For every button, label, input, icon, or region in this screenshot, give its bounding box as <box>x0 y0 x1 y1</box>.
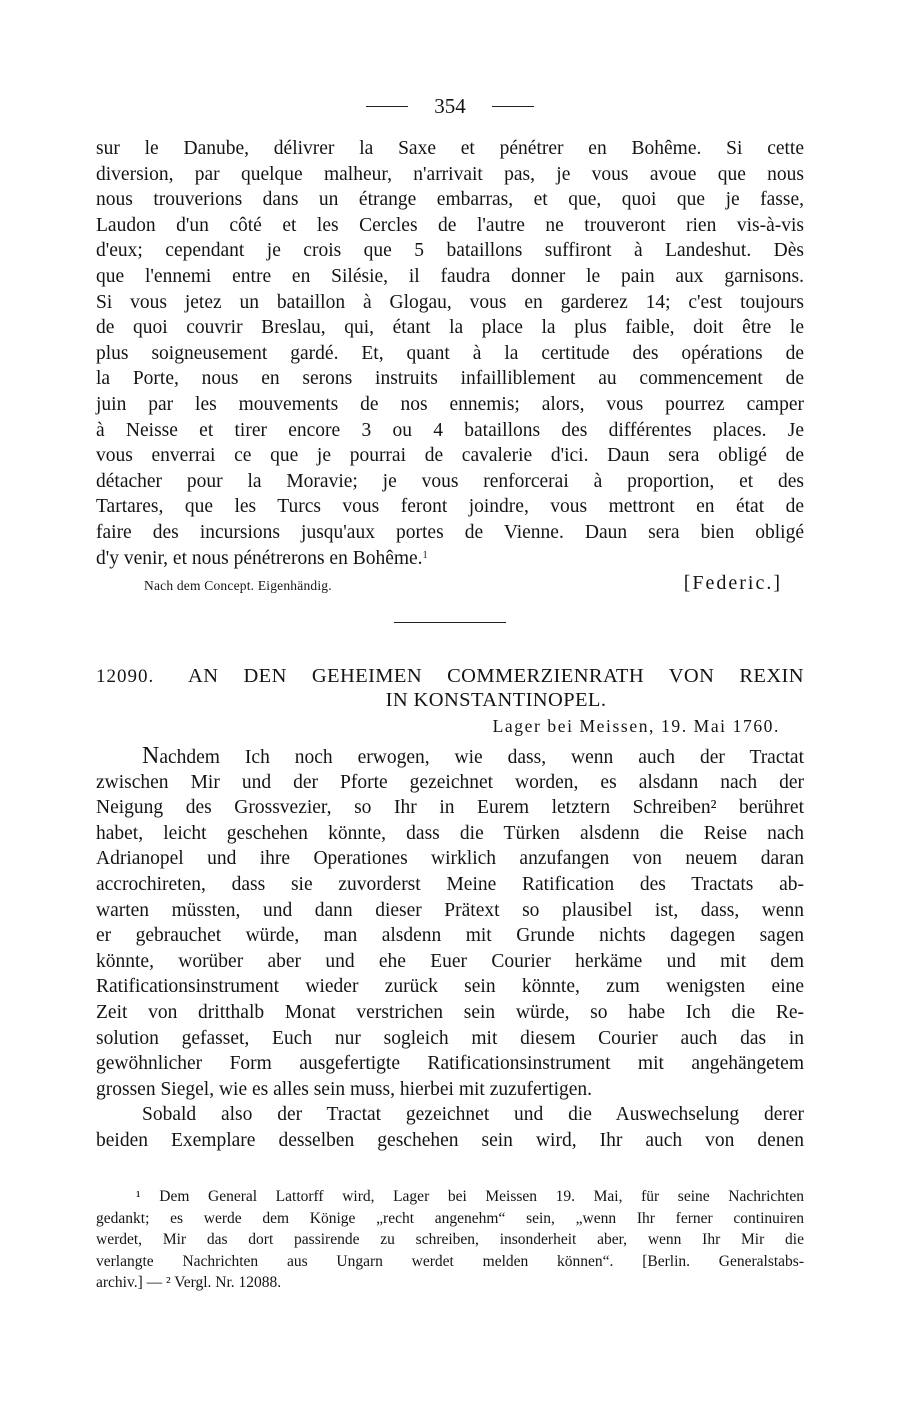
footnote-line: archiv.] — ² Vergl. Nr. 12088. <box>96 1274 282 1291</box>
footnotes <box>96 1186 804 1294</box>
footnote-marker: 1 <box>422 549 428 561</box>
source-signature-row <box>96 572 804 600</box>
letter-number: 12090. <box>96 666 155 687</box>
letter-title-line: AN DEN GEHEIMEN COMMERZIENRATH VON REXIN <box>188 665 804 687</box>
text-line: plus soigneusement gardé. Et, quant à la certitude des opérations de <box>96 342 804 364</box>
text-line: juin par les mouvements de nos ennemis; alors, vous pourrez camper <box>96 393 804 415</box>
text-line: Sobald also der Tractat gezeichnet und die Auswechselung derer <box>142 1104 804 1126</box>
text-line: Neigung des Grossvezier, so Ihr in Eurem letztern Schreiben² berühret <box>96 797 804 819</box>
text-line: détacher pour la Moravie; je vous renforcerai à proportion, et des <box>96 470 804 492</box>
text-line: d'eux; cependant je crois que 5 bataillons suffiront à Landeshut. Dès <box>96 240 804 262</box>
text-line: nous trouverions dans un étrange embarras, et que, quoi que je fasse, <box>96 189 804 211</box>
text-line: solution gefasset, Euch nur sogleich mit diesem Courier auch das in <box>96 1027 804 1049</box>
text-line: vous enverrai ce que je pourrai de cavalerie d'ici. Daun sera obligé de <box>96 445 804 467</box>
footnote-line: werdet, Mir das dort passirende zu schreiben, insonderheit aber, wenn Ihr Mir die <box>96 1231 804 1248</box>
text-line: Laudon d'un côté et les Cercles de l'autre ne trouveront rien vis-à-vis <box>96 214 804 236</box>
header-rule-right <box>492 106 534 107</box>
footnote-line: gedankt; es werde dem Könige „recht angenehm“ sein, „wenn Ihr ferner continuiren <box>96 1209 804 1227</box>
letter-body <box>96 744 804 1154</box>
text-line: grossen Siegel, wie es alles sein muss, hierbei mit zuzufertigen. <box>96 1078 593 1100</box>
letter-title <box>188 664 804 712</box>
drop-initial: N <box>142 743 160 769</box>
header-rule-left <box>366 106 408 107</box>
text-line: gewöhnlicher Form ausgefertigte Ratificationsinstrument mit angehängetem <box>96 1053 804 1075</box>
text-line: Si vous jetez un bataillon à Glogau, vous en garderez 14; c'est toujours <box>96 291 804 313</box>
text-line: sur le Danube, délivrer la Saxe et pénétrer en Bohême. Si cette <box>96 138 804 159</box>
text-line: accrochireten, dass sie zuvorderst Meine Ratification des Tractats ab- <box>96 873 804 895</box>
text-line: zwischen Mir und der Pforte gezeichnet worden, es alsdann nach der <box>96 771 804 793</box>
source-note: Nach dem Concept. Eigenhändig. <box>144 578 332 593</box>
text-line <box>96 744 804 770</box>
text-line: faire des incursions jusqu'aux portes de Vienne. Daun sera bien obligé <box>96 521 804 543</box>
text-line: er gebrauchet würde, man alsdenn mit Grunde nichts dagegen sagen <box>96 925 804 947</box>
text-line <box>96 546 804 572</box>
page-number: 354 <box>434 94 466 118</box>
page-header <box>96 94 804 118</box>
text-line-content: d'y venir, et nous pénétrerons en Bohême. <box>96 547 423 569</box>
place-date: Lager bei Meissen, 19. Mai 1760. <box>492 716 780 736</box>
text-line: könnte, worüber aber und ehe Euer Courier herkäme und mit dem <box>96 950 804 972</box>
text-line: Adrianopel und ihre Operationes wirklich anzufangen von neuem daran <box>96 848 804 870</box>
text-line: beiden Exemplare desselben geschehen sein wird, Ihr auch von denen <box>96 1129 804 1151</box>
text-line: habet, leicht geschehen könnte, dass die Türken alsdenn die Reise nach <box>96 822 804 844</box>
footnote-line: verlangte Nachrichten aus Ungarn werdet melden können“. [Berlin. Generalstabs- <box>96 1252 804 1270</box>
text-line: la Porte, nous en serons instruits infailliblement au commencement de <box>96 368 804 390</box>
text-line: diversion, par quelque malheur, n'arrivait pas, je vous avoue que nous <box>96 163 804 185</box>
section-divider <box>394 622 506 623</box>
footnote-line: ¹ Dem General Lattorff wird, Lager bei Meissen 19. Mai, für seine Nachrichten <box>136 1188 804 1205</box>
french-paragraph <box>96 136 804 571</box>
text-line: warten müssten, und dann dieser Prätext so plausibel ist, dass, wenn <box>96 899 804 921</box>
letter-title-line: IN KONSTANTINOPEL. <box>385 689 607 711</box>
text-line: que l'ennemi entre en Silésie, il faudra donner le pain aux garnisons. <box>96 265 804 287</box>
text-line: à Neisse et tirer encore 3 ou 4 bataillons des différentes places. Je <box>96 419 804 441</box>
text-line: Zeit von dritthalb Monat verstrichen sein würde, so habe Ich die Re- <box>96 1001 804 1023</box>
text-line: Ratificationsinstrument wieder zurück sein könnte, zum wenigsten eine <box>96 976 804 998</box>
signature: [Federic.] <box>683 572 782 594</box>
text-line: Tartares, que les Turcs vous feront joindre, vous mettront en état de <box>96 496 804 518</box>
text-line: de quoi couvrir Breslau, qui, étant la place la plus faible, doit être le <box>96 317 804 339</box>
text-line-content: achdem Ich noch erwogen, wie dass, wenn auch der Tractat <box>159 747 804 768</box>
